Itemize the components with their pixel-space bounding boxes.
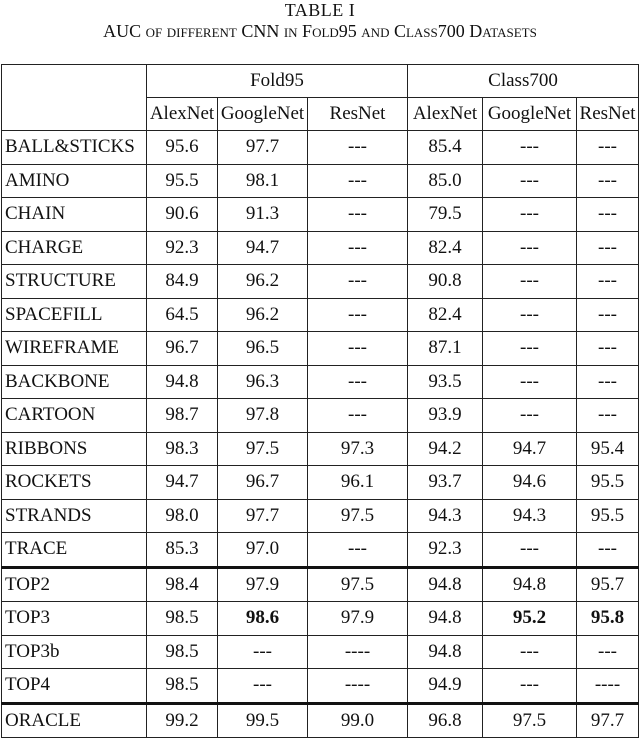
table-row (2, 298, 639, 332)
table-cell: 85.3 (147, 533, 218, 568)
table-row (2, 265, 639, 299)
row-label: STRUCTURE (2, 265, 147, 299)
table-cell: ---- (308, 635, 408, 669)
row-label: TOP3b (2, 635, 147, 669)
table-cell: 99.2 (147, 703, 218, 738)
table-cell: 94.8 (408, 635, 483, 669)
table-cell: 98.6 (218, 602, 308, 636)
table-cell: 96.2 (218, 298, 308, 332)
table-cell: 95.5 (577, 466, 639, 500)
table-cell: 96.1 (308, 466, 408, 500)
table-cell: 92.3 (408, 533, 483, 568)
table-cell: 96.3 (218, 365, 308, 399)
table-row (2, 669, 639, 704)
table-cell: 97.5 (218, 432, 308, 466)
table-cell: --- (483, 298, 577, 332)
table-cell: 79.5 (408, 198, 483, 232)
table-cell: --- (577, 399, 639, 433)
col-header: GoogleNet (218, 98, 308, 131)
table-cell: --- (577, 635, 639, 669)
row-label: TOP2 (2, 567, 147, 602)
table-cell: --- (577, 198, 639, 232)
row-label: RIBBONS (2, 432, 147, 466)
table-cell: 95.7 (577, 567, 639, 602)
row-label: CARTOON (2, 399, 147, 433)
table-cell: --- (308, 365, 408, 399)
row-label: CHAIN (2, 198, 147, 232)
table-cell: --- (483, 231, 577, 265)
table-cell: --- (308, 332, 408, 366)
table-cell: 94.7 (218, 231, 308, 265)
table-row (2, 703, 639, 738)
table-cell: --- (483, 365, 577, 399)
table-cell: --- (308, 265, 408, 299)
table-row (2, 635, 639, 669)
table-cell: --- (483, 635, 577, 669)
table-cell: 94.8 (483, 567, 577, 602)
table-cell: 94.3 (408, 499, 483, 533)
table-cell: --- (577, 164, 639, 198)
table-row (2, 466, 639, 500)
row-label: TOP4 (2, 669, 147, 704)
table-cell: --- (577, 231, 639, 265)
table-cell: 95.5 (577, 499, 639, 533)
table-cell: 94.8 (408, 567, 483, 602)
table-cell: --- (577, 265, 639, 299)
table-cell: 96.2 (218, 265, 308, 299)
table-cell: 94.7 (483, 432, 577, 466)
corner-cell (2, 65, 147, 131)
row-label: ROCKETS (2, 466, 147, 500)
table-cell: 82.4 (408, 298, 483, 332)
table-cell: --- (308, 131, 408, 165)
table-cell: 87.1 (408, 332, 483, 366)
table-cell: 94.8 (147, 365, 218, 399)
table-cell: 93.9 (408, 399, 483, 433)
table-cell: 84.9 (147, 265, 218, 299)
table-cell: --- (577, 365, 639, 399)
table-cell: 99.0 (308, 703, 408, 738)
table-cell: --- (308, 399, 408, 433)
group-header-fold95: Fold95 (147, 65, 408, 98)
table-cell: 97.0 (218, 533, 308, 568)
col-header: ResNet (308, 98, 408, 131)
table-row (2, 231, 639, 265)
table-cell: 94.6 (483, 466, 577, 500)
table-body (2, 131, 639, 738)
table-cell: --- (218, 669, 308, 704)
table-row (2, 365, 639, 399)
col-header: GoogleNet (483, 98, 577, 131)
table-cell: 94.7 (147, 466, 218, 500)
table-cell: 97.8 (218, 399, 308, 433)
table-cell: 85.4 (408, 131, 483, 165)
table-cell: --- (308, 298, 408, 332)
table-cell: 94.2 (408, 432, 483, 466)
table-cell: ---- (308, 669, 408, 704)
table-cell: 98.0 (147, 499, 218, 533)
row-label: AMINO (2, 164, 147, 198)
row-label: ORACLE (2, 703, 147, 738)
table-row (2, 567, 639, 602)
col-header: AlexNet (408, 98, 483, 131)
table-cell: --- (577, 332, 639, 366)
table-cell: 95.6 (147, 131, 218, 165)
table-cell: 97.5 (308, 567, 408, 602)
table-cell: 98.5 (147, 602, 218, 636)
table-row (2, 332, 639, 366)
col-header: AlexNet (147, 98, 218, 131)
table-cell: --- (483, 198, 577, 232)
table-cell: 95.4 (577, 432, 639, 466)
table-cell: --- (483, 332, 577, 366)
row-label: CHARGE (2, 231, 147, 265)
table-cell: ---- (577, 669, 639, 704)
group-header-class700: Class700 (408, 65, 639, 98)
table-cell: 97.7 (218, 131, 308, 165)
table-cell: 82.4 (408, 231, 483, 265)
table-cell: 85.0 (408, 164, 483, 198)
group-header-row (2, 65, 639, 98)
table-cell: 94.9 (408, 669, 483, 704)
table-cell: --- (483, 164, 577, 198)
table-label: TABLE I (284, 0, 356, 20)
table-row (2, 399, 639, 433)
table-cell: 92.3 (147, 231, 218, 265)
table-row (2, 131, 639, 165)
table-cell: 96.7 (147, 332, 218, 366)
table-row (2, 499, 639, 533)
table-cell: 96.8 (408, 703, 483, 738)
row-label: STRANDS (2, 499, 147, 533)
table-cell: 97.9 (308, 602, 408, 636)
table-cell: --- (308, 231, 408, 265)
table-cell: 96.5 (218, 332, 308, 366)
table-row (2, 432, 639, 466)
table-cell: 98.1 (218, 164, 308, 198)
table-cell: --- (483, 265, 577, 299)
table-cell: --- (483, 399, 577, 433)
auc-table (1, 64, 639, 738)
table-cell: 98.7 (147, 399, 218, 433)
table-caption (0, 0, 640, 42)
table-cell: 95.2 (483, 602, 577, 636)
table-cell: --- (577, 298, 639, 332)
table-cell: 98.4 (147, 567, 218, 602)
table-cell: 64.5 (147, 298, 218, 332)
table-cell: --- (483, 669, 577, 704)
table-row (2, 198, 639, 232)
table-cell: --- (577, 131, 639, 165)
table-cell: 99.5 (218, 703, 308, 738)
table-cell: --- (577, 533, 639, 568)
table-cell: --- (308, 198, 408, 232)
table-cell: 91.3 (218, 198, 308, 232)
row-label: TRACE (2, 533, 147, 568)
table-cell: 90.6 (147, 198, 218, 232)
table-cell: 97.5 (308, 499, 408, 533)
table-cell: --- (483, 533, 577, 568)
table-cell: 97.9 (218, 567, 308, 602)
table-cell: 98.3 (147, 432, 218, 466)
table-cell: --- (308, 533, 408, 568)
table-cell: 98.5 (147, 635, 218, 669)
table-title: AUC of different CNN in Fold95 and Class700 Datasets (103, 21, 537, 41)
table-cell: 94.8 (408, 602, 483, 636)
table-cell: 93.5 (408, 365, 483, 399)
row-label: BALL&STICKS (2, 131, 147, 165)
table-cell: 97.7 (577, 703, 639, 738)
row-label: BACKBONE (2, 365, 147, 399)
col-header: ResNet (577, 98, 639, 131)
table-cell: 95.8 (577, 602, 639, 636)
table-cell: --- (483, 131, 577, 165)
table-cell: --- (308, 164, 408, 198)
table-cell: --- (218, 635, 308, 669)
row-label: WIREFRAME (2, 332, 147, 366)
table-cell: 95.5 (147, 164, 218, 198)
table-cell: 90.8 (408, 265, 483, 299)
table-cell: 97.3 (308, 432, 408, 466)
table-row (2, 164, 639, 198)
table-row (2, 602, 639, 636)
row-label: TOP3 (2, 602, 147, 636)
table-cell: 93.7 (408, 466, 483, 500)
table-cell: 97.5 (483, 703, 577, 738)
table-cell: 94.3 (483, 499, 577, 533)
table-cell: 97.7 (218, 499, 308, 533)
table-cell: 98.5 (147, 669, 218, 704)
table-row (2, 533, 639, 568)
table-cell: 96.7 (218, 466, 308, 500)
row-label: SPACEFILL (2, 298, 147, 332)
